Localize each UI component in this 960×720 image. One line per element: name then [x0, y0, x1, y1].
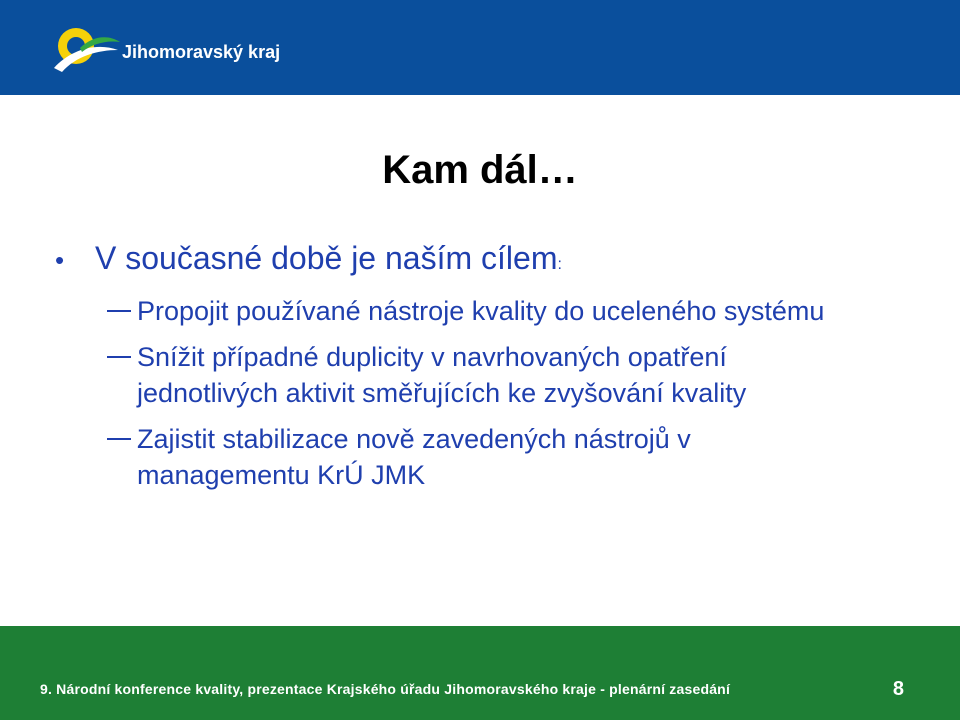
sub-bullet-item — [107, 421, 915, 493]
footer-text: 9. Národní konference kvality, prezentace Krajského úřadu Jihomoravského kraje - plenární zasedání — [40, 681, 731, 697]
footer-band — [0, 626, 960, 720]
dash-icon — [107, 293, 137, 312]
bullet-icon: • — [55, 245, 65, 275]
main-bullet-text: V současné době je naším cílem — [95, 240, 558, 276]
header-band — [0, 0, 960, 95]
sub-bullet-text: Propojit používané nástroje kvality do uceleného systému — [137, 296, 825, 326]
main-bullet-colon: : — [557, 256, 562, 273]
page-number: 8 — [892, 678, 904, 700]
jmk-logo — [52, 20, 292, 76]
dash-icon — [107, 421, 137, 440]
sub-bullet-text: Zajistit stabilizace nově zavedených nástrojů v managementu KrÚ JMK — [137, 424, 691, 490]
dash-icon — [107, 339, 137, 358]
logo-text: Jihomoravský kraj — [122, 42, 281, 62]
sub-bullet-list — [55, 293, 915, 493]
slide-title: Kam dál… — [382, 148, 578, 192]
main-bullet — [55, 236, 915, 287]
sub-bullet-text: Snížit případné duplicity v navrhovaných opatření jednotlivých aktivit směřujících ke zvyšování kvality — [137, 342, 747, 408]
slide-content — [55, 236, 915, 503]
logo-emblem-icon — [52, 20, 122, 76]
sub-bullet-item — [107, 339, 915, 411]
sub-bullet-item — [107, 293, 915, 329]
